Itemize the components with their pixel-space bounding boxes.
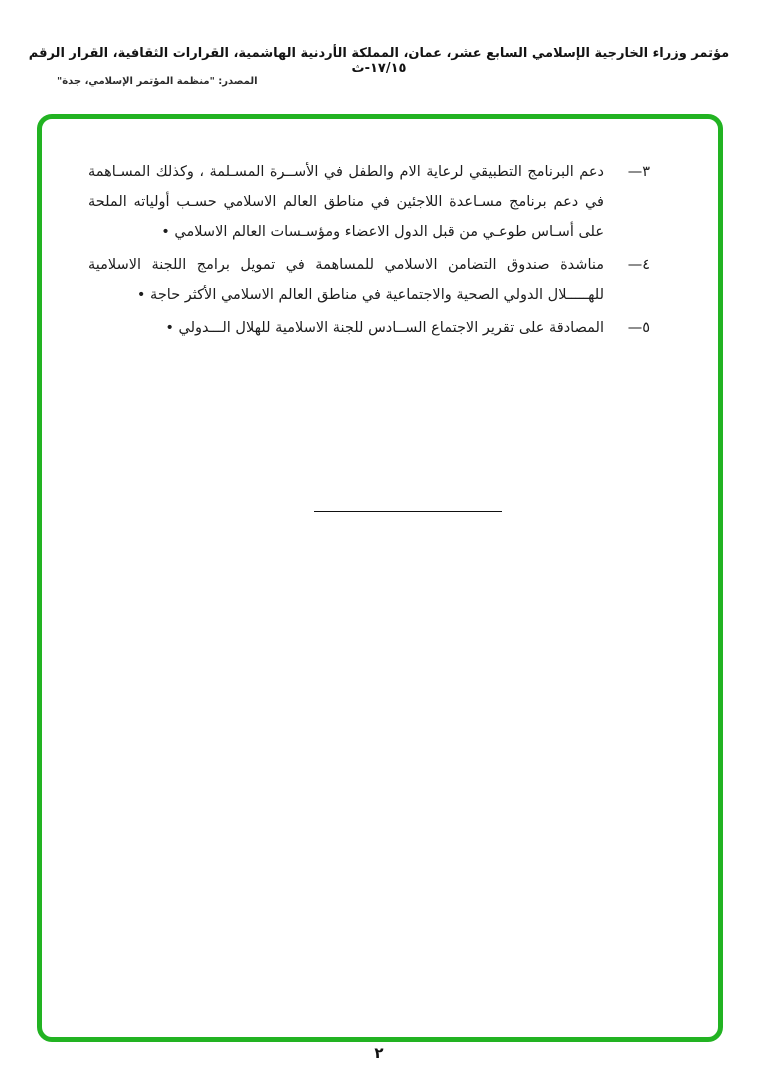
item-text: مناشدة صندوق التضامن الاسلامي للمساهمة في تمويل برامج اللجنة الاسلامية للهـــــلال الدولي الصحية والاجتماعية في مناطق العالم الاسلامي الأكثر حاجة • xyxy=(88,257,604,303)
page-number: ٢ xyxy=(374,1044,384,1062)
item-text: دعم البرنامج التطبيقي لرعاية الام والطفل في الأســرة المسـلمة ، وكذلك المسـاهمة في دعم برنامج مسـاعدة اللاجئين في مناطق العالم الاسلامي حسـب أولياته الملحة على أسـاس طوعـي من قبل الدول الاعضاء ومؤسـسات العالم الاسلامي • xyxy=(88,164,604,240)
resolution-item xyxy=(88,313,650,343)
item-number: ٣— xyxy=(627,164,650,180)
section-divider xyxy=(314,511,502,512)
resolution-list xyxy=(88,157,650,346)
item-number: ٤— xyxy=(627,257,650,273)
content-border-box xyxy=(37,114,723,1042)
item-text: المصادقة على تقرير الاجتماع الســادس للجنة الاسلامية للهلال الـــدولي • xyxy=(165,320,604,336)
item-number: ٥— xyxy=(627,320,650,336)
document-title: مؤتمر وزراء الخارجية الإسلامي السابع عشر، عمان، المملكة الأردنية الهاشمية، القرارات الثقافية، القرار الرقم ١٧/١٥-ث xyxy=(28,46,730,76)
resolution-item xyxy=(88,157,650,247)
resolution-item xyxy=(88,250,650,310)
source-line: المصدر: "منظمة المؤتمر الإسلامي، جدة" xyxy=(57,76,258,87)
